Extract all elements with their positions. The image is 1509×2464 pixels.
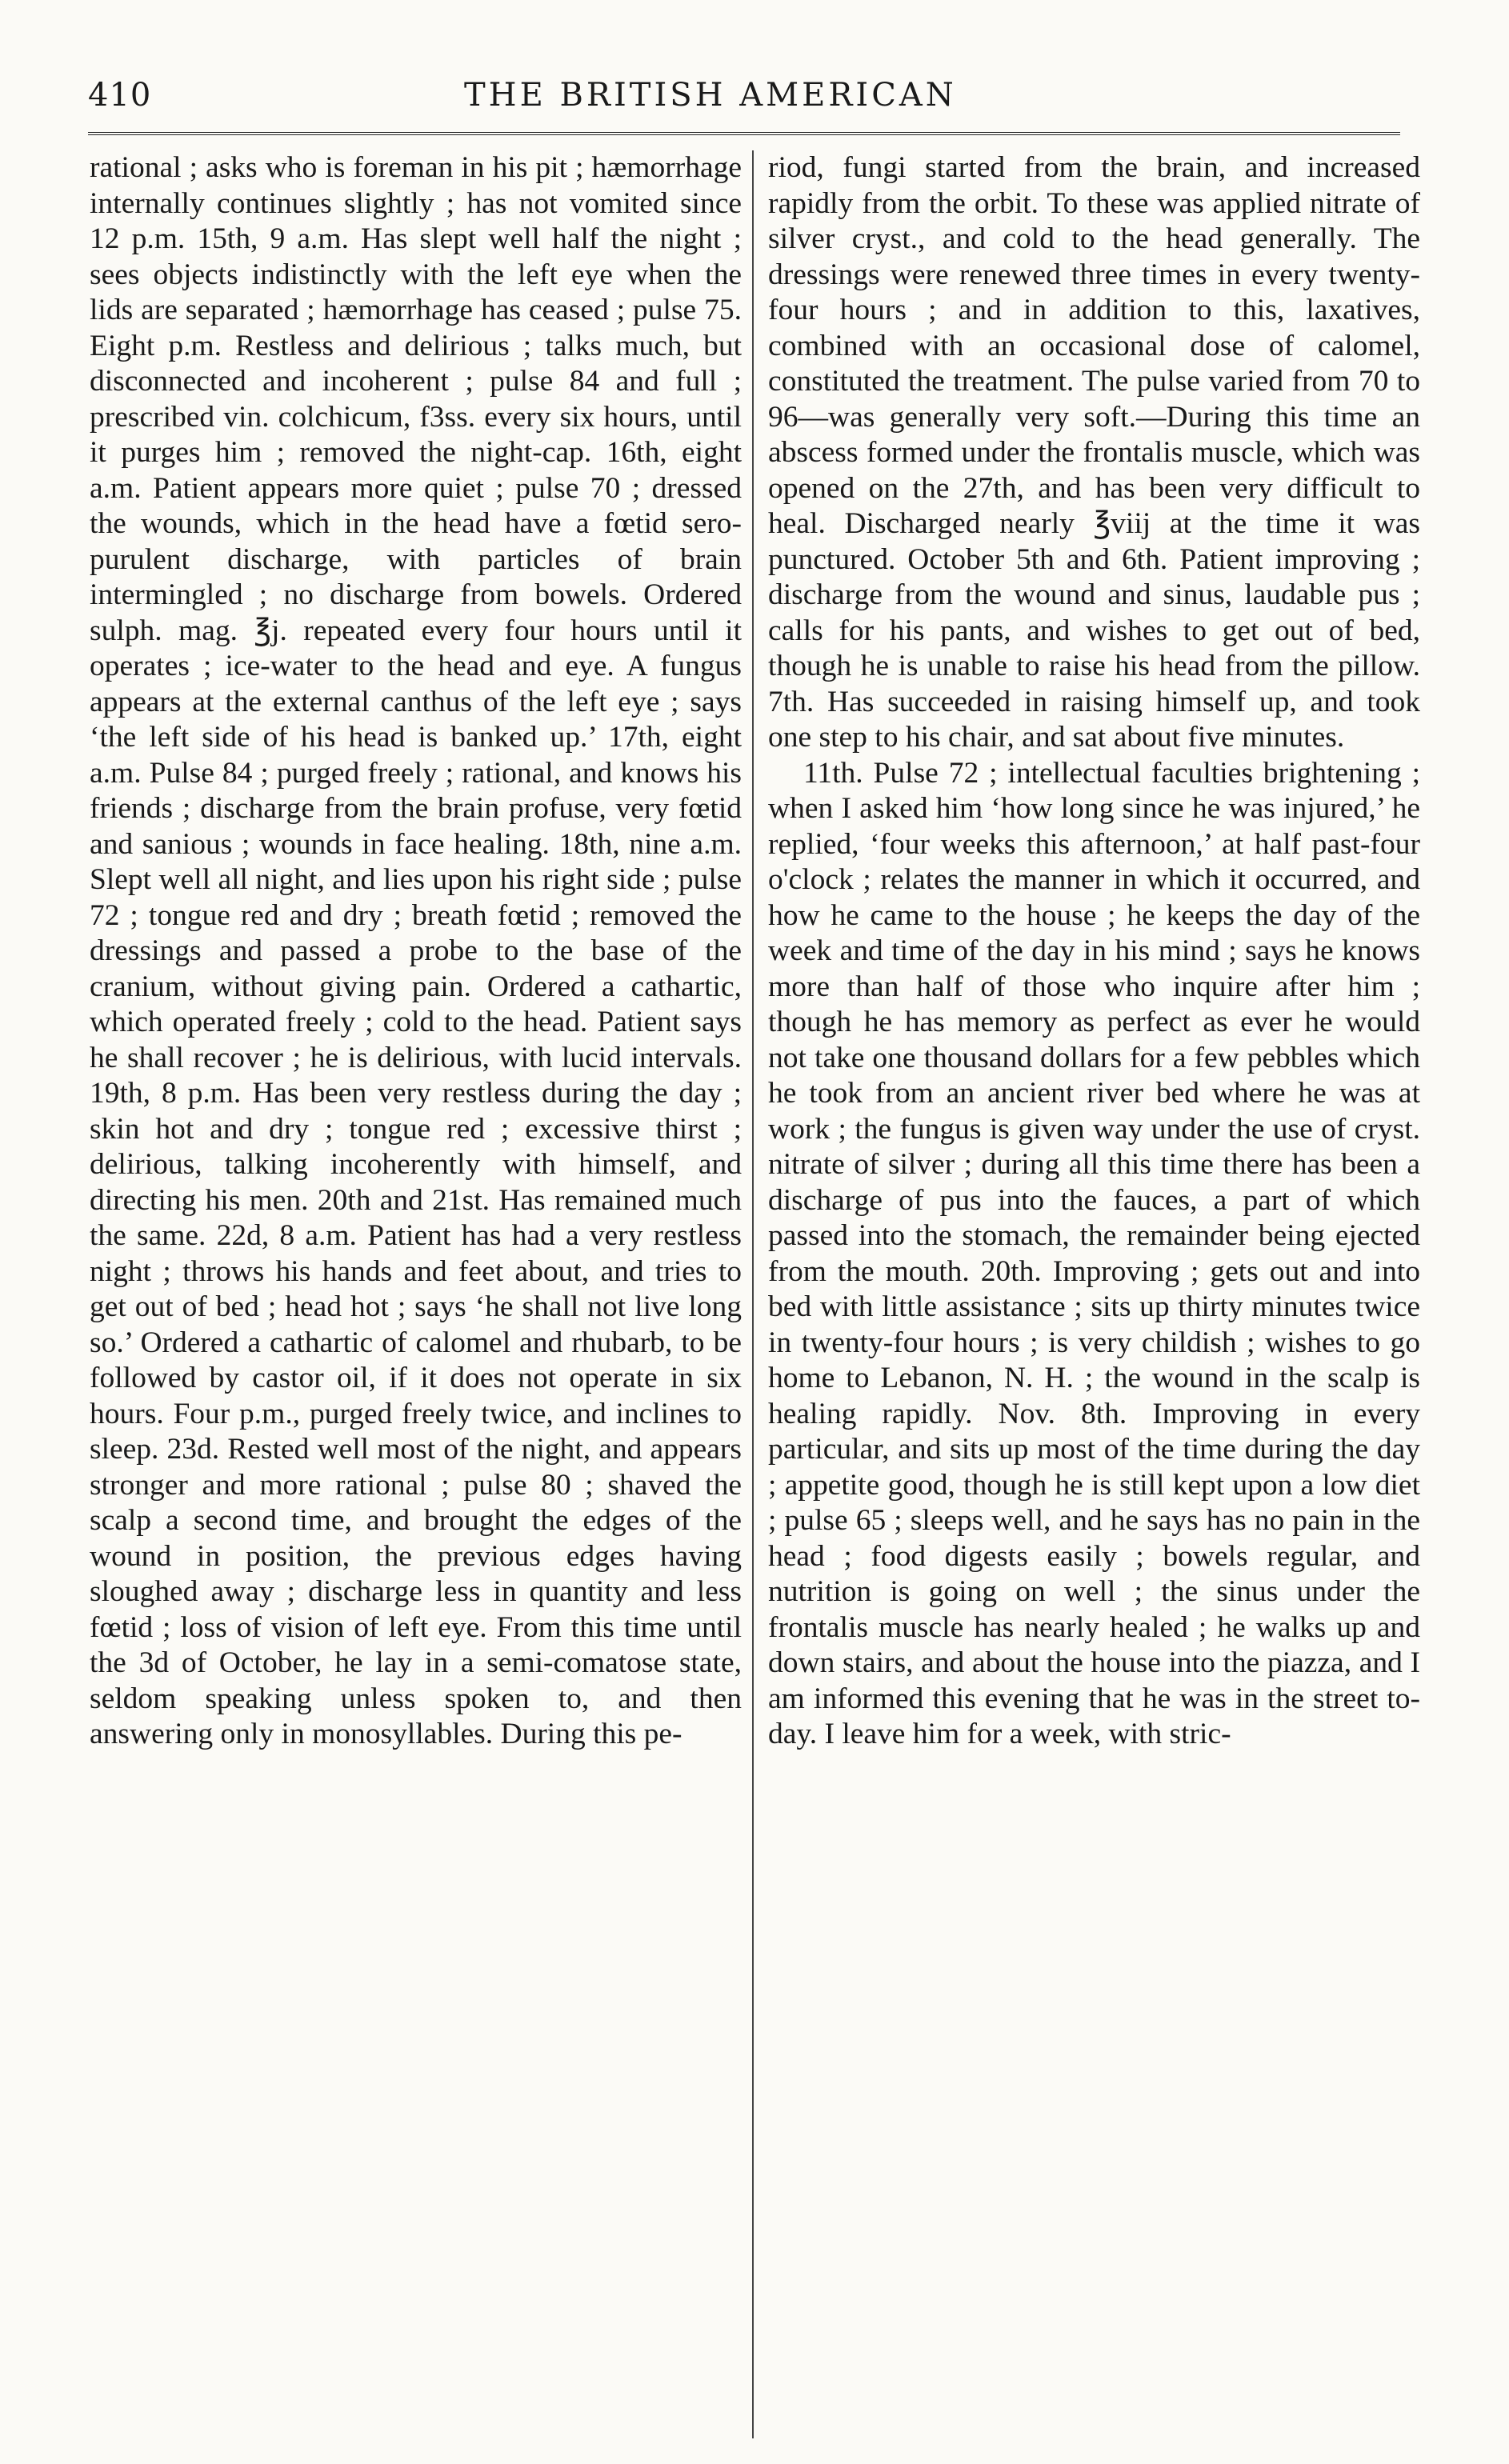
right-column bbox=[768, 150, 1420, 2438]
right-column-paragraph-1: riod, fungi started from the brain, and increased rapidly from the orbit. To these was applied nitrate of silver cryst., and cold to the head generally. The dressings were renewed three times in every twenty-four hours ; and in addition to this, laxatives, combined with an occasional dose of calomel, constituted the treatment. The pulse varied from 70 to 96—was generally very soft.—During this time an abscess formed under the frontalis muscle, which was opened on the 27th, and has been very difficult to heal. Discharged nearly ℥viij at the time it was punctured. October 5th and 6th. Patient improving ; discharge from the wound and sinus, laudable pus ; calls for his pants, and wishes to get out of bed, though he is unable to raise his head from the pillow. 7th. Has succeeded in raising himself up, and took one step to his chair, and sat about five minutes. bbox=[768, 151, 1420, 754]
column-divider bbox=[752, 150, 754, 2438]
page-header bbox=[88, 77, 1400, 125]
left-column bbox=[90, 150, 742, 2438]
right-column-paragraph-2: 11th. Pulse 72 ; intellectual faculties brightening ; when I asked him ‘how long since he was injured,’ he replied, ‘four weeks this afternoon,’ at half past-four o'clock ; relates the manner in which it occurred, and how he came to the house ; he keeps the day of the week and time of the day in his mind ; says he knows more than half of those who inquire after him ; though he has memory as perfect as ever he would not take one thousand dollars for a few pebbles which he took from an ancient river bed where he was at work ; the fungus is given way under the use of cryst. nitrate of silver ; during all this time there has been a discharge of pus into the fauces, a part of which passed into the stomach, the remainder being ejected from the mouth. 20th. Improving ; gets out and into bed with little assistance ; sits up thirty minutes twice in twenty-four hours ; is very childish ; wishes to go home to Lebanon, N. H. ; the wound in the scalp is healing rapidly. Nov. 8th. Improving in every particular, and sits up most of the time during the day ; appetite good, though he is still kept upon a low diet ; pulse 65 ; sleeps well, and he says has no pain in the head ; food digests easily ; bowels regular, and nutrition is going on well ; the sinus under the frontalis muscle has nearly healed ; he walks up and down stairs, and about the house into the piazza, and I am informed this evening that he was in the street to-day. I leave him for a week, with stric- bbox=[768, 756, 1420, 1750]
running-title: THE BRITISH AMERICAN bbox=[464, 77, 957, 114]
page-number: 410 bbox=[88, 77, 152, 114]
left-column-text: rational ; asks who is foreman in his pit ; hæmorrhage internally continues slightly ; has not vomited since 12 p.m. 15th, 9 a.m. Has slept well half the night ; sees objects indistinctly with the left eye when the lids are separated ; hæmorrhage has ceased ; pulse 75. Eight p.m. Restless and delirious ; talks much, but disconnected and incoherent ; pulse 84 and full ; prescribed vin. colchicum, f3ss. every six hours, until it purges him ; removed the night-cap. 16th, eight a.m. Patient appears more quiet ; pulse 70 ; dressed the wounds, which in the head have a fœtid sero-purulent discharge, with particles of brain intermingled ; no discharge from bowels. Ordered sulph. mag. ℥j. repeated every four hours until it operates ; ice-water to the head and eye. A fungus appears at the external canthus of the left eye ; says ‘the left side of his head is banked up.’ 17th, eight a.m. Pulse 84 ; purged freely ; rational, and knows his friends ; discharge from the brain profuse, very fœtid and sanious ; wounds in face healing. 18th, nine a.m. Slept well all night, and lies upon his right side ; pulse 72 ; tongue red and dry ; breath fœtid ; removed the dressings and passed a probe to the base of the cranium, without giving pain. Ordered a cathartic, which operated freely ; cold to the head. Patient says he shall recover ; he is delirious, with lucid intervals. 19th, 8 p.m. Has been very restless during the day ; skin hot and dry ; tongue red ; excessive thirst ; delirious, talking incoherently with himself, and directing his men. 20th and 21st. Has remained much the same. 22d, 8 a.m. Patient has had a very restless night ; throws his hands and feet about, and tries to get out of bed ; head hot ; says ‘he shall not live long so.’ Ordered a cathartic of calomel and rhubarb, to be followed by castor oil, if it does not operate in six hours. Four p.m., purged freely twice, and inclines to sleep. 23d. Rested well most of the night, and appears stronger and more rational ; pulse 80 ; shaved the scalp a second time, and brought the edges of the wound in position, the previous edges having sloughed away ; discharge less in quantity and less fœtid ; loss of vision of left eye. From this time until the 3d of October, he lay in a semi-comatose state, seldom speaking unless spoken to, and then answering only in monosyllables. During this pe- bbox=[90, 151, 742, 1750]
header-rule bbox=[88, 132, 1400, 135]
